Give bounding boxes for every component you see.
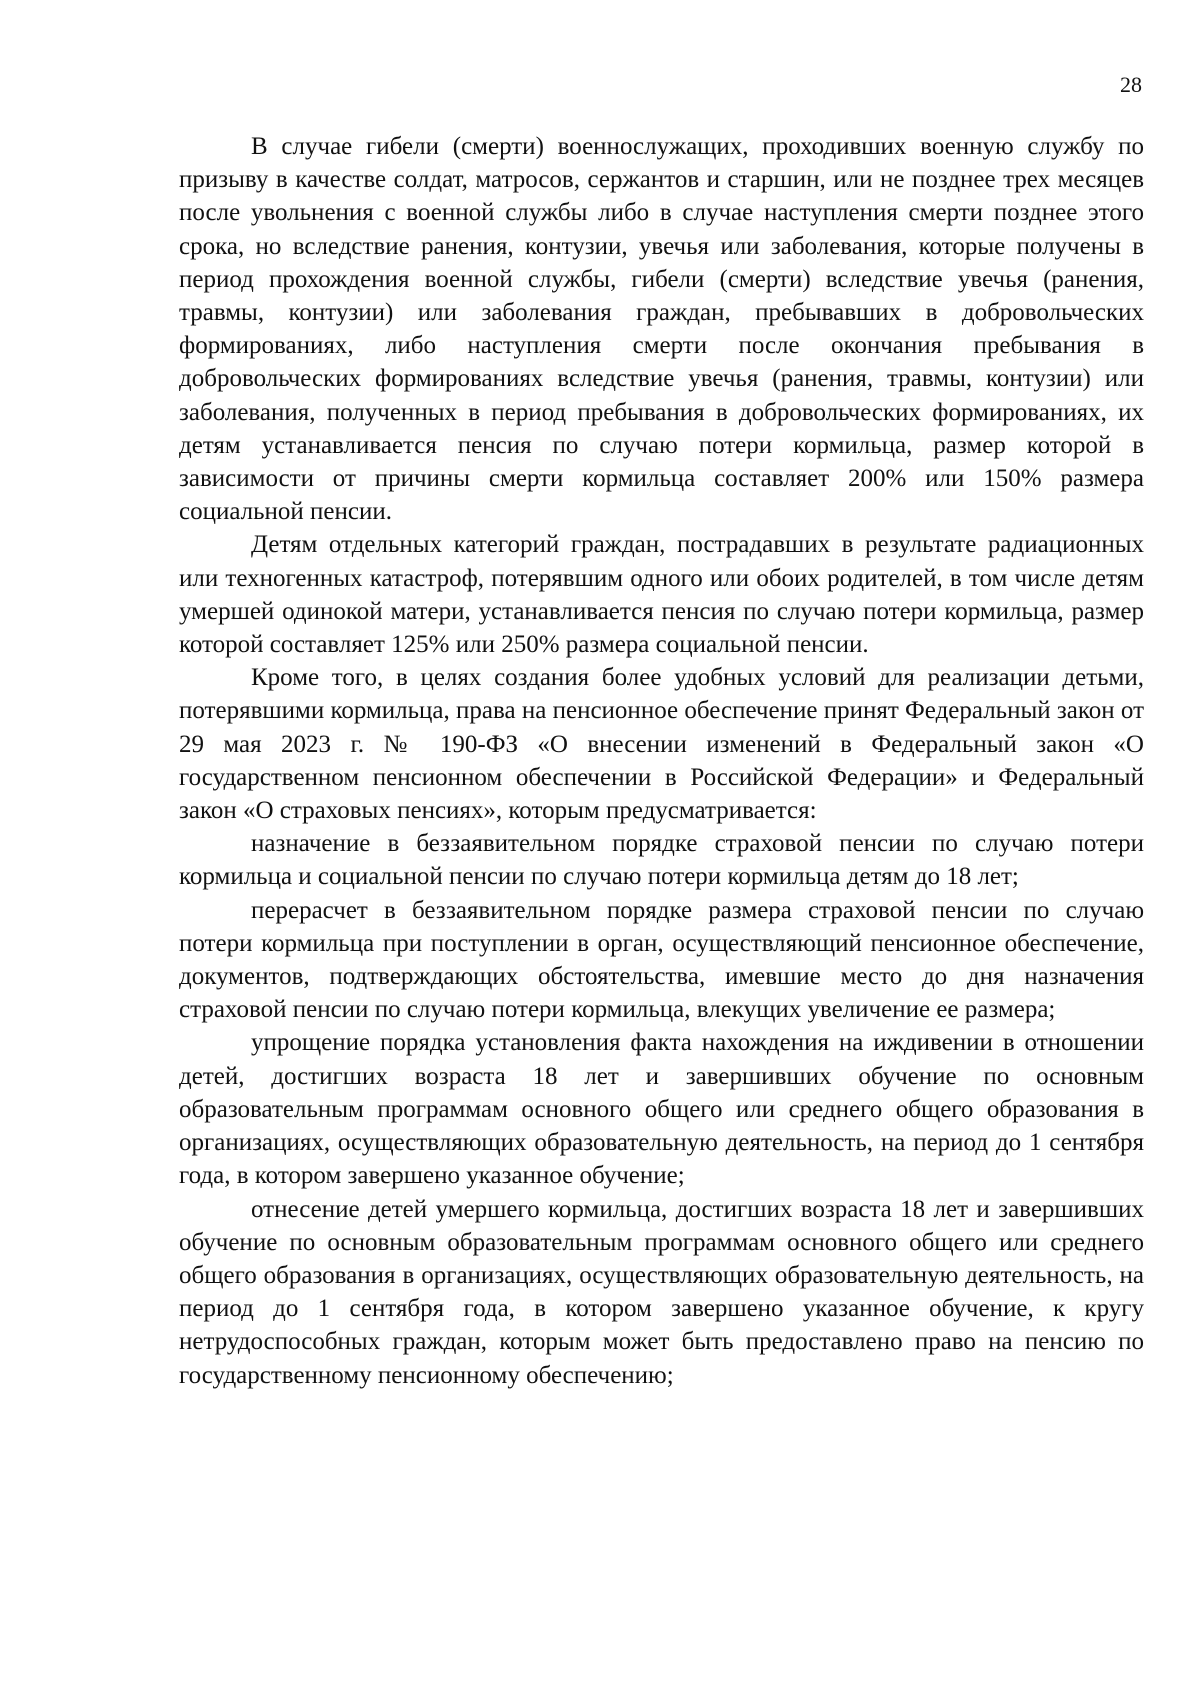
paragraph-federal-law-190: Кроме того, в целях создания более удобных условий для реализации детьми, потерявшими кормильца, права на пенсионное обеспечение принят Федеральный закон от 29 мая 2023 г. № 190-ФЗ «О внесении изменений в Федеральный закон «О государственном пенсионном обеспечении в Российской Федерации» и Федеральный закон «О страховых пенсиях», которым предусматривается: xyxy=(179,664,1144,825)
page-number: 28 xyxy=(1120,72,1142,97)
paragraph-military-deaths: В случае гибели (смерти) военнослужащих, проходивших военную службу по призыву в качестве солдат, матросов, сержантов и старшин, или не позднее трех месяцев после увольнения с военной службы либо в случае наступления смерти позднее этого срока, но вследствие ранения, контузии, увечья или заболевания, которые получены в период прохождения военной службы, гибели (смерти) вследствие увечья (ранения, травмы, контузии) или заболевания граждан, пребывавших в добровольческих формированиях, либо наступления смерти после окончания пребывания в добровольческих формированиях вследствие увечья (ранения, травмы, контузии) или заболевания, полученных в период пребывания в добровольческих формированиях, их детям устанавливается пенсия по случаю потери кормильца, размер которой в зависимости от причины смерти кормильца составляет 200% или 150% размера социальной пенсии. xyxy=(179,133,1144,526)
list-item-automatic-assignment: назначение в беззаявительном порядке страховой пенсии по случаю потери кормильца и социальной пенсии по случаю потери кормильца детям до 18 лет; xyxy=(179,830,1144,891)
list-item-disabled-citizens: отнесение детей умершего кормильца, достигших возраста 18 лет и завершивших обучение по основным образовательным программам основного общего или среднего общего образования в организациях, осуществляющих образовательную деятельность, на период до 1 сентября года, в котором завершено указанное обучение, к кругу нетрудоспособных граждан, которым может быть предоставлено право на пенсию по государственному пенсионному обеспечению; xyxy=(179,1195,1144,1389)
document-body xyxy=(179,130,1144,1392)
paragraph-radiation-catastrophes: Детям отдельных категорий граждан, пострадавших в результате радиационных или техногенных катастроф, потерявшим одного или обоих родителей, в том числе детям умершей одинокой матери, устанавливается пенсия по случаю потери кормильца, размер которой составляет 125% или 250% размера социальной пенсии. xyxy=(179,531,1144,659)
list-item-dependency-simplification: упрощение порядка установления факта нахождения на иждивении в отношении детей, достигших возраста 18 лет и завершивших обучение по основным образовательным программам основного общего или среднего общего образования в организациях, осуществляющих образовательную деятельность, на период до 1 сентября года, в котором завершено указанное обучение; xyxy=(179,1029,1144,1190)
list-item-recalculation: перерасчет в беззаявительном порядке размера страховой пенсии по случаю потери кормильца при поступлении в орган, осуществляющий пенсионное обеспечение, документов, подтверждающих обстоятельства, имевшие место до дня назначения страховой пенсии по случаю потери кормильца, влекущих увеличение ее размера; xyxy=(179,896,1144,1024)
